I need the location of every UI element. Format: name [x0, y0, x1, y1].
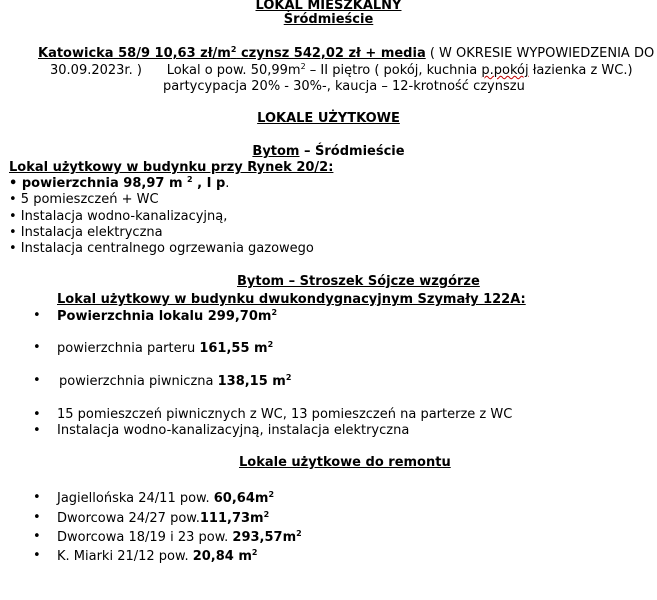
stroszek-basement-area: powierzchnia piwniczna 138,15 $m^2$ [59, 373, 292, 389]
list-item: Dworcowa 18/19 i 23 pow. $293,57m^2$ [57, 529, 302, 545]
list-item: K. Miarki 21/12 pow. 20,84 $m^2$ [57, 548, 258, 564]
bytom-stroszek-heading: Bytom – Stroszek Sójcze wzgórze [237, 274, 480, 289]
bullet-icon: • [33, 373, 41, 388]
commercial-heading: LOKALE UŻYTKOWE [257, 111, 400, 126]
list-item: • Instalacja wodno-kanalizacyjną, [9, 209, 228, 224]
residential-offer-line [38, 46, 654, 62]
bytom-center-area: • powierzchnia 98,97 m $^2$ , I p. [9, 175, 230, 191]
bullet-icon: • [33, 340, 41, 355]
bullet-icon: • [33, 529, 41, 544]
list-item: Jagiellońska 24/11 pow. $60,64m^2$ [57, 490, 275, 506]
bullet-icon: • [33, 308, 41, 323]
bytom-stroszek-title: Lokal użytkowy w budynku dwukondygnacyjnym Szymały 122A: [57, 292, 526, 307]
residential-terms: partycypacja 20% - 30%-, kaucja – 12-krotność czynszu [163, 79, 525, 94]
bullet-icon: • [33, 510, 41, 525]
list-item: • 5 pomieszczeń + WC [9, 192, 159, 207]
bullet-icon: • [33, 548, 41, 563]
residential-address: Katowicka 58/9 10,63 $zł/m^2$ czynsz 542,02 zł + media [38, 45, 426, 61]
bytom-center-heading: Bytom – Śródmieście [252, 144, 405, 159]
renovation-heading: Lokale użytkowe do remontu [239, 455, 451, 470]
list-item: • Instalacja centralnego ogrzewania gazowego [9, 241, 314, 256]
bullet-icon: • [33, 407, 41, 422]
stroszek-installations: Instalacja wodno-kanalizacyjną, instalacja elektryczna [57, 423, 410, 438]
stroszek-ground-area: powierzchnia parteru 161,55 $m^2$ [57, 340, 274, 356]
residential-notice: ( W OKRESIE WYPOWIEDZENIA DO [425, 46, 655, 61]
list-item: Dworcowa 24/27 $pow.111,73m^2$ [57, 510, 270, 526]
residential-desc-line: 30.09.2023r. ) Lokal o pow. $50,99m^2$ – II piętro ( pokój, kuchnia p.pokój łazienka z WC.) [50, 62, 633, 78]
residential-date: 30.09.2023r. ) [50, 63, 142, 78]
residential-district: Śródmieście [283, 12, 374, 27]
residential-heading: LOKAL MIESZKALNY [255, 0, 402, 13]
bullet-icon: • [33, 423, 41, 438]
list-item: • Instalacja elektryczna [9, 225, 163, 240]
bytom-center-title: Lokal użytkowy w budynku przy Rynek 20/2: [9, 160, 334, 175]
bullet-icon: • [33, 490, 41, 505]
stroszek-total-area: Powierzchnia lokalu $299,70m^2$ [57, 308, 278, 324]
stroszek-rooms: 15 pomieszczeń piwnicznych z WC, 13 pomieszczeń na parterze z WC [57, 407, 513, 422]
